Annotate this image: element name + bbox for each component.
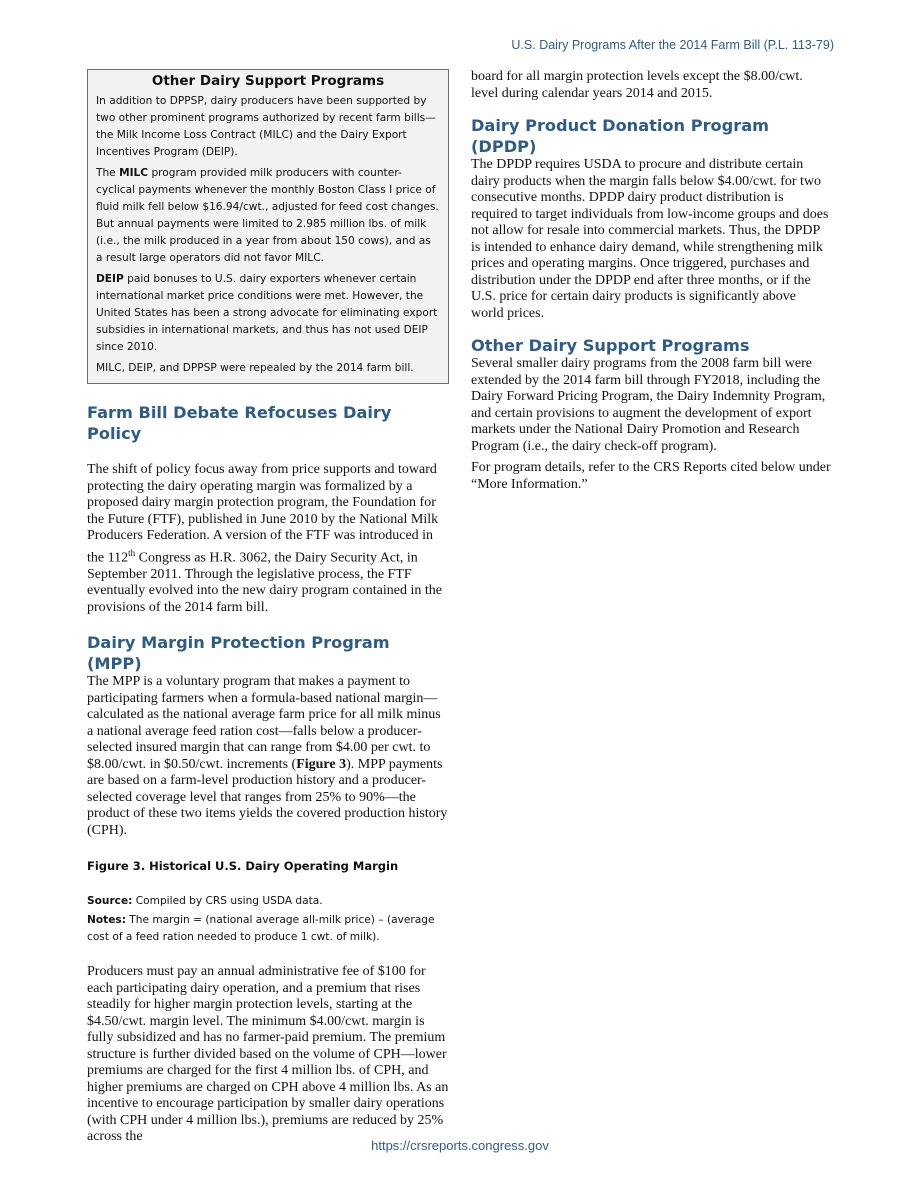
figure-3-reference: Figure 3 (296, 756, 347, 772)
figure-notes-text: The margin = (national average all-milk price) – (average cost of a feed ration needed to produce 1 cwt. of milk). (87, 914, 435, 944)
dpdp-body (471, 157, 831, 322)
details-paragraph: For program details, refer to the CRS Reports cited below under “More Information.” (471, 460, 831, 492)
running-header: U.S. Dairy Programs After the 2014 Farm Bill (P.L. 113-79) (511, 38, 834, 52)
ftf-body (87, 462, 449, 616)
heading-farm-bill-debate: Farm Bill Debate Refocuses Dairy Policy (87, 403, 392, 443)
mpp-body (87, 674, 449, 839)
sidebar-milc-paragraph (96, 165, 440, 267)
left-column (87, 69, 449, 1146)
sidebar-milc-text: program provided milk producers with counter-cyclical payments whenever the monthly Boston Class I price of fluid milk fell below $16.94/cwt., adjusted for feed cost changes. But annual payments were limited to 2.985 million lbs. of milk (i.e., the milk produced in a year from about 150 cows), and as a result large operators did not favor MILC. (96, 167, 439, 264)
ftf-superscript: th (128, 547, 136, 558)
figure-notes-line (87, 912, 449, 946)
ftf-paragraph (87, 462, 449, 616)
sidebar-milc-pre: The (96, 167, 120, 179)
figure-source (87, 893, 449, 910)
figure-source-text: Compiled by CRS using USDA data. (132, 895, 323, 908)
right-column (471, 69, 831, 493)
sidebar-milc-term: MILC (119, 167, 149, 179)
other-programs-body (471, 356, 831, 493)
continuation-paragraph: board for all margin protection levels except the $8.00/cwt. level during calendar years 2014 and 2015. (471, 69, 803, 101)
heading-mpp: Dairy Margin Protection Program (MPP) (87, 633, 390, 674)
sidebar-intro: In addition to DPPSP, dairy producers have been supported by two other prominent programs authorized by recent farm bills—the Milk Income Loss Contract (MILC) and the Dairy Export Incentives Program (DEIP). (96, 95, 436, 158)
footer-url-link[interactable]: https://crsreports.congress.gov (371, 1138, 549, 1153)
heading-other-programs: Other Dairy Support Programs (471, 336, 750, 355)
dpdp-paragraph: The DPDP requires USDA to procure and distribute certain dairy products when the margin falls below $4.00/cwt. for two consecutive months. DPDP dairy product distribution is required to target individuals from low-income groups and does not allow for resale into commercial markets. Thus, the DPDP is intended to enhance dairy demand, while strengthening milk prices and operating margins. Once triggered, purchases and distribution under the DPDP end after three months, or if the U.S. price for certain dairy products is significantly above world prices. (471, 157, 829, 321)
premium-paragraph: Producers must pay an annual administrative fee of $100 for each participating dairy operation, and a premium that rises steadily for higher margin protection levels, starting at the $4.50/cwt. margin level. The minimum $4.00/cwt. margin is fully subsidized and has no farmer-paid premium. The premium structure is further divided based on the volume of CPH—lower premiums are charged for the first 4 million lbs. of CPH, and higher premiums are charged on CPH above 4 million lbs. As an incentive to encourage participation by smaller dairy operations (with CPH under 4 million lbs.), premiums are reduced by 25% across the (87, 964, 449, 1145)
figure-source-label: Source: (87, 895, 133, 908)
premium-body (87, 964, 449, 1146)
mpp-paragraph (87, 674, 449, 839)
ftf-text-b: Congress as H.R. 3062, the Dairy Security Act, in September 2011. Through the legislative process, the FTF eventually evolved into the new dairy program contained in the provisions of the 2014 farm bill. (87, 550, 442, 615)
sidebar-box (87, 69, 449, 384)
mpp-text-a: The MPP is a voluntary program that makes a payment to participating farmers when a formula-based national margin—calculated as the national average farm price for all milk minus a national average feed ration cost—falls below a producer-selected insured margin that can range from $4.00 per cwt. to $8.00/cwt. in $0.50/cwt. increments ( (87, 674, 441, 772)
sidebar-deip-paragraph (96, 271, 440, 356)
figure-title: Figure 3. Historical U.S. Dairy Operating Margin (87, 859, 399, 874)
sidebar-closing: MILC, DEIP, and DPPSP were repealed by the 2014 farm bill. (96, 362, 414, 374)
sidebar-deip-text: paid bonuses to U.S. dairy exporters whenever certain international market price conditions were met. However, the United States has been a strong advocate for eliminating export subsidies in international markets, and thus has not used DEIP since 2010. (96, 273, 438, 353)
mpp-text-b: ). MPP payments are based on a farm-level production history and a producer-selected coverage level that ranges from 25% to 90%—the product of these two items yields the covered production history (CPH). (87, 756, 448, 838)
figure-notes-label: Notes: (87, 914, 126, 927)
ftf-text-a: The shift of policy focus away from price supports and toward protecting the dairy operating margin was formalized by a proposed dairy margin protection program, the Foundation for the Future (FTF), published in June 2010 by the National Milk Producers Federation. A version of the FTF was introduced in the 112 (87, 462, 439, 566)
figure-notes (87, 893, 449, 946)
sidebar-title: Other Dairy Support Programs (151, 73, 385, 89)
continuation-body (471, 69, 831, 102)
sidebar-deip-term: DEIP (96, 273, 124, 285)
heading-dpdp: Dairy Product Donation Program (DPDP) (471, 116, 770, 156)
other-programs-paragraph: Several smaller dairy programs from the 2008 farm bill were extended by the 2014 farm bill through FY2018, including the Dairy Forward Pricing Program, the Dairy Indemnity Program, and certain provisions to augment the development of export markets under the National Dairy Promotion and Research Program (i.e., the dairy check-off program). (471, 356, 826, 454)
